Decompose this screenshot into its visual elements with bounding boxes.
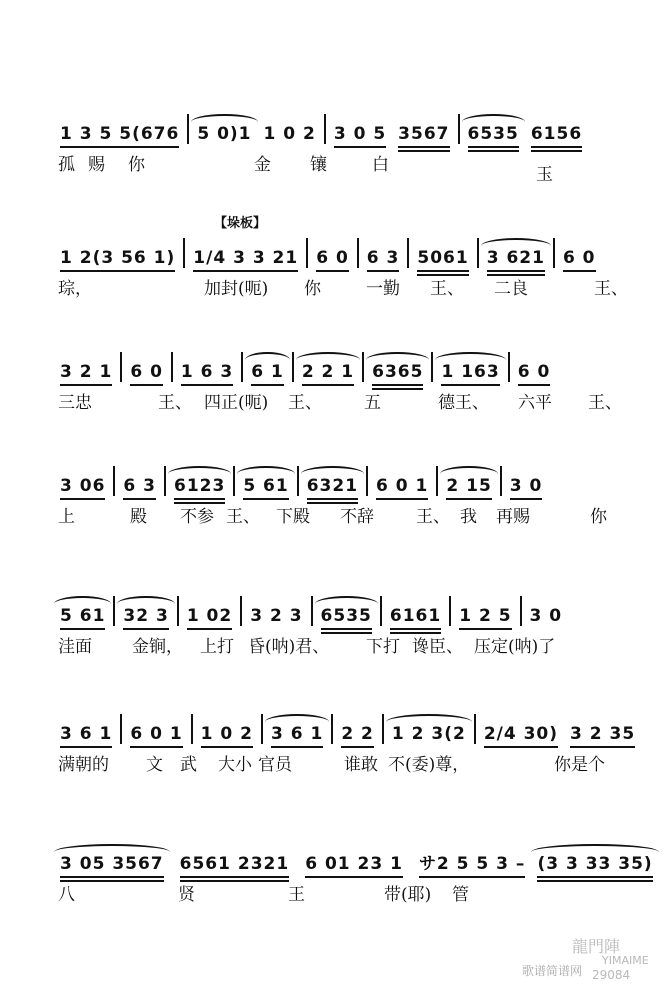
lyric: 德王、 <box>438 393 489 413</box>
barline <box>436 466 438 496</box>
measure: (3 3 33 35) <box>531 854 658 874</box>
barline <box>500 466 502 496</box>
measure: 2/4 30) <box>478 724 564 744</box>
measure: 6535 <box>462 124 525 144</box>
lyric: 王 <box>288 885 305 905</box>
measure: 6 0 1 <box>124 724 188 744</box>
barline <box>362 352 364 382</box>
lyric: 四正(呃) <box>204 393 269 413</box>
measure: 6 1 <box>245 362 290 382</box>
lyric: 不辞 <box>340 507 374 527</box>
lyric: 王、 <box>430 279 464 299</box>
measure: 3 0 5 <box>328 124 392 144</box>
barline <box>292 352 294 382</box>
barline <box>191 714 193 744</box>
lyric: 三忠 <box>58 393 92 413</box>
barline <box>431 352 433 382</box>
measure: 3 2 35 <box>564 724 641 744</box>
barline <box>171 352 173 382</box>
measure: 6 0 <box>512 362 557 382</box>
measure: 3 05 3567 <box>54 854 170 874</box>
lyric: 压定(呐)了 <box>474 637 556 657</box>
measure: 6 0 1 <box>370 476 434 496</box>
lyric: 你 <box>304 279 321 299</box>
lyric: 你是个 <box>554 755 605 775</box>
lyric: 你 <box>590 507 607 527</box>
measure: 2 15 <box>440 476 497 496</box>
lyric: 我 <box>460 507 477 527</box>
lyric: 贤 <box>178 885 195 905</box>
measure: 3 2 1 <box>54 362 118 382</box>
measure: 3 6 1 <box>54 724 118 744</box>
lyric: 镶 <box>310 155 327 175</box>
barline <box>233 466 235 496</box>
measure: 1 3 5 5(676 <box>54 124 185 144</box>
lyric: 上打 <box>200 637 234 657</box>
measure: 5 61 <box>237 476 294 496</box>
lyric: 玉 <box>536 165 553 185</box>
measure: 6321 <box>301 476 364 496</box>
score-system-2 <box>54 228 654 328</box>
barline <box>382 714 384 744</box>
measure: 1 2 5 <box>453 606 517 626</box>
barline <box>508 352 510 382</box>
notation-row <box>54 104 654 144</box>
lyric: 武 <box>180 755 197 775</box>
measure: サ2 5 5 3 – <box>413 849 532 874</box>
barline <box>187 114 189 144</box>
lyric: 不参 <box>180 507 214 527</box>
barline <box>458 114 460 144</box>
watermark-text: 29084 <box>592 968 631 982</box>
barline <box>113 466 115 496</box>
measure: 6156 <box>525 124 588 144</box>
lyric: 谁敢 <box>344 755 378 775</box>
notation-row <box>54 586 654 626</box>
measure: 6535 <box>315 606 378 626</box>
measure: 6123 <box>168 476 231 496</box>
measure: 1 0 2 <box>263 124 316 144</box>
lyric: 一勤 <box>366 279 400 299</box>
barline <box>164 466 166 496</box>
barline <box>261 714 263 744</box>
score-system-7 <box>54 834 654 934</box>
lyric: 谗臣、 <box>412 637 463 657</box>
lyric: 赐 <box>88 155 105 175</box>
watermark-logo: 龍門陣 <box>572 937 621 956</box>
score-system-6 <box>54 704 654 804</box>
lyric: 白 <box>372 155 389 175</box>
barline <box>331 714 333 744</box>
barline <box>474 714 476 744</box>
score-system-1 <box>54 104 654 204</box>
watermark-text: 歌谱简谱网 <box>522 964 583 978</box>
barline <box>449 596 451 626</box>
measure: 2 2 <box>335 724 380 744</box>
lyric: 六平 <box>518 393 552 413</box>
lyric: 殿 <box>130 507 147 527</box>
lyric: 孤 <box>58 155 75 175</box>
measure: 3 2 3 <box>250 606 303 626</box>
measure: 5 61 <box>54 606 111 626</box>
score-system-3 <box>54 342 654 442</box>
barline <box>120 352 122 382</box>
notation-row <box>54 456 654 496</box>
barline <box>553 238 555 268</box>
barline <box>113 596 115 626</box>
measure: 1 0 2 <box>195 724 259 744</box>
lyric: 加封(呃) <box>204 279 269 299</box>
lyric: 官员 <box>258 755 292 775</box>
measure: 2 2 1 <box>296 362 360 382</box>
barline <box>357 238 359 268</box>
lyric: 金 <box>254 155 271 175</box>
measure: 6161 <box>384 606 447 626</box>
measure: 6 3 <box>361 248 406 268</box>
score-system-4 <box>54 456 654 556</box>
barline <box>241 352 243 382</box>
lyric: 金锏， <box>132 637 183 657</box>
measure: 1 6 3 <box>175 362 239 382</box>
lyric: 昏(呐)君、 <box>248 637 330 657</box>
barline <box>407 238 409 268</box>
lyric: 满朝的 <box>58 755 109 775</box>
measure: 5 0)1 <box>191 124 257 144</box>
lyric: 王、 <box>158 393 192 413</box>
notation-row <box>54 704 654 744</box>
lyric: 二良 <box>494 279 528 299</box>
measure: 3 6 1 <box>265 724 329 744</box>
lyric: 不(委)尊， <box>388 755 470 775</box>
measure: 6 3 <box>117 476 162 496</box>
notation-row <box>54 834 654 874</box>
measure: 3 0 <box>529 606 563 626</box>
barline <box>240 596 242 626</box>
barline <box>324 114 326 144</box>
measure: 3 06 <box>54 476 111 496</box>
barline <box>177 596 179 626</box>
lyric: 王、 <box>416 507 450 527</box>
lyric: 你 <box>128 155 145 175</box>
measure: 5061 <box>411 248 474 268</box>
lyric: 王、 <box>588 393 622 413</box>
lyric: 王、 <box>226 507 260 527</box>
barline <box>520 596 522 626</box>
lyric: 文 <box>146 755 163 775</box>
measure: 6 0 <box>557 248 602 268</box>
lyric: 王、 <box>288 393 322 413</box>
measure: 6561 2321 <box>174 854 296 874</box>
measure: 1 2(3 56 1) <box>54 248 181 268</box>
measure: 1 163 <box>435 362 505 382</box>
lyric: 王、 <box>594 279 628 299</box>
lyric: 下殿 <box>276 507 310 527</box>
lyric: 带(耶) <box>384 885 432 905</box>
notation-row <box>54 342 654 382</box>
barline <box>120 714 122 744</box>
lyric: 洼面 <box>58 637 92 657</box>
measure: 1/4 3 3 21 <box>187 248 304 268</box>
barline <box>183 238 185 268</box>
lyric: 管 <box>452 885 469 905</box>
measure: 1 02 <box>181 606 238 626</box>
measure: 32 3 <box>117 606 174 626</box>
watermark-text: YIMAIME <box>602 954 649 967</box>
notation-row <box>54 228 654 268</box>
lyric: 八 <box>58 885 75 905</box>
measure: 6 0 <box>310 248 355 268</box>
barline <box>366 466 368 496</box>
measure: 3567 <box>392 124 455 144</box>
measure: 1 2 3(2 <box>386 724 472 744</box>
lyric: 上 <box>58 507 75 527</box>
section-tag: 【垛板】 <box>214 216 267 231</box>
barline <box>297 466 299 496</box>
barline <box>477 238 479 268</box>
lyric: 再赐 <box>496 507 530 527</box>
lyric: 五 <box>364 393 381 413</box>
score-system-5 <box>54 586 654 686</box>
barline <box>306 238 308 268</box>
lyric: 大小 <box>218 755 252 775</box>
barline <box>311 596 313 626</box>
measure: 3 621 <box>481 248 551 268</box>
measure: 6365 <box>366 362 429 382</box>
barline <box>380 596 382 626</box>
lyric: 琮， <box>58 279 92 299</box>
lyric: 下打 <box>366 637 400 657</box>
measure: 3 0 <box>504 476 549 496</box>
measure: 6 01 23 1 <box>299 854 409 874</box>
measure: 6 0 <box>124 362 169 382</box>
